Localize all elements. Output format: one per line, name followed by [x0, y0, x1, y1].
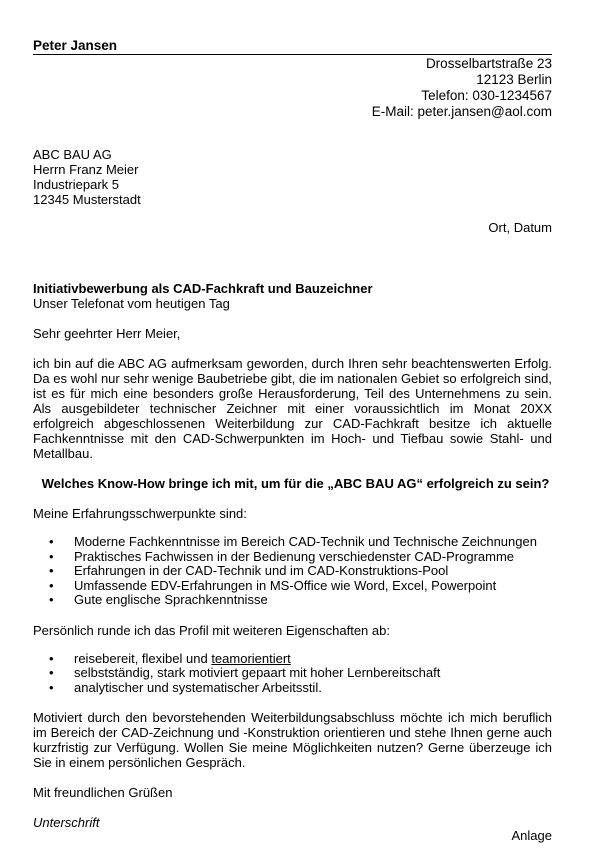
profile-list — [33, 652, 552, 696]
experience-lead: Meine Erfahrungsschwerpunkte sind: — [33, 506, 247, 521]
subject-block — [33, 281, 373, 311]
list-item: • analytischer und systematischer Arbeitsstil. — [49, 679, 322, 695]
sender-street: Drosselbartstraße 23 — [425, 56, 552, 71]
underlined-word: teamorientiert — [211, 650, 291, 666]
list-item: • selbstständig, stark motiviert gepaart mit hoher Lernbereitschaft — [49, 665, 441, 680]
sender-city: 12123 Berlin — [476, 72, 552, 87]
list-item: • Praktisches Fachwissen in der Bedienung verschiedenster CAD-Programme — [49, 548, 515, 564]
attachment-note: Anlage — [511, 828, 552, 843]
bullet-icon: • — [49, 563, 54, 578]
bullet-icon: • — [49, 577, 54, 593]
list-item: • Umfassende EDV-Erfahrungen in MS-Office wie Word, Excel, Powerpoint — [49, 577, 497, 593]
header-divider — [33, 54, 552, 55]
place-date: Ort, Datum — [488, 220, 552, 235]
sender-phone: Telefon: 030-1234567 — [421, 88, 552, 103]
experience-list — [33, 535, 552, 608]
sender-address-block — [372, 56, 552, 120]
salutation: Sehr geehrter Herr Meier, — [33, 326, 181, 341]
closing-paragraph: Motiviert durch den bevorstehenden Weiterbildungsabschluss möchte ich mich beruflich im Bereich der CAD-Zeichnung und -Konstruktion orientieren und stehe Ihnen gerne auch kurzfristig zur Verfügung. Wollen Sie meine Möglichkeiten nutzen? Gerne überzeuge ich Sie in einem persönlichen Gespräch. — [33, 710, 552, 770]
list-item: • Gute englische Sprachkenntnisse — [49, 592, 268, 607]
recipient-city: 12345 Musterstadt — [33, 192, 141, 207]
sender-name: Peter Jansen — [33, 38, 118, 53]
subject-title: Initiativbewerbung als CAD-Fachkraft und Bauzeichner — [33, 281, 373, 296]
bullet-icon: • — [49, 650, 54, 666]
recipient-company: ABC BAU AG — [33, 147, 112, 162]
bullet-icon: • — [49, 679, 54, 695]
list-item: • Moderne Fachkenntnisse im Bereich CAD-Technik und Technische Zeichnungen — [49, 534, 537, 549]
letter-body — [33, 326, 552, 830]
recipient-street: Industriepark 5 — [33, 177, 119, 192]
subject-reference: Unser Telefonat vom heutigen Tag — [33, 296, 230, 311]
profile-lead: Persönlich runde ich das Profil mit weiteren Eigenschaften ab: — [33, 622, 390, 638]
intro-paragraph: ich bin auf die ABC AG aufmerksam geworden, durch Ihren sehr beachtenswerten Erfolg. Da es wohl nur sehr wenige Baubetriebe gibt, die im nationalen Gebiet so erfolgreich sind, ist es für mich eine besonders große Herausforderung, Teil des Unternehmens zu sein. Als ausgebildeter technischer Zeichner mit einer voraussichtlich im Monat 20XX erfolgreich abgeschlossenen Weiterbildung zur CAD-Fachkraft besitze ich aktuelle Fachkenntnisse mit den CAD-Schwerpunkten im Hoch- und Tiefbau sowie Stahl- und Metallbau. — [33, 356, 552, 461]
signature: Unterschrift — [33, 815, 100, 830]
bullet-icon: • — [49, 665, 54, 680]
sender-email: E-Mail: peter.jansen@aol.com — [371, 104, 552, 119]
list-item: • Erfahrungen in der CAD-Technik und im CAD-Konstruktions-Pool — [49, 563, 449, 578]
recipient-address-block — [33, 147, 141, 207]
question-heading: Welches Know-How bringe ich mit, um für die „ABC BAU AG“ erfolgreich zu sein? — [41, 476, 550, 491]
bullet-icon: • — [49, 534, 54, 549]
recipient-contact: Herrn Franz Meier — [33, 162, 139, 177]
greeting: Mit freundlichen Grüßen — [33, 785, 173, 800]
bullet-icon: • — [49, 548, 54, 564]
list-item: • reisebereit, flexibel und teamorientiert — [49, 650, 291, 666]
bullet-icon: • — [49, 592, 54, 607]
